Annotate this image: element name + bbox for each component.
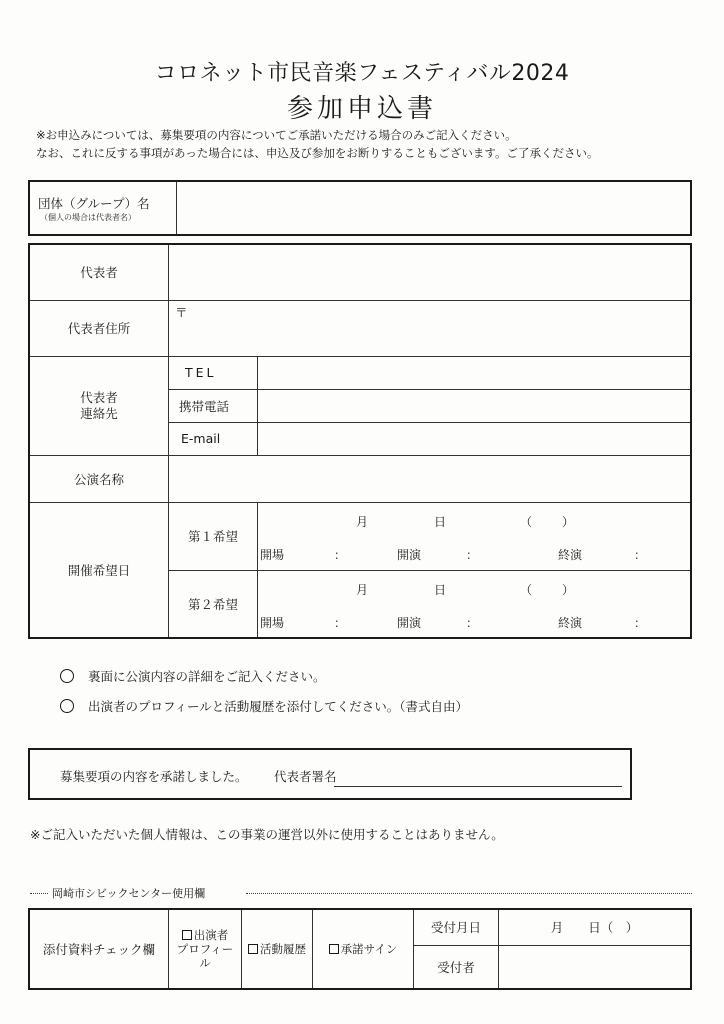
- mobile-field[interactable]: [258, 389, 692, 422]
- receiver-field[interactable]: [499, 945, 692, 989]
- note-line-1: ※お申込みについては、募集要項の内容についてご承諾いただける場合のみご記入ください。: [36, 128, 517, 142]
- group-name-label-cell: [29, 181, 177, 235]
- tel-field[interactable]: [258, 356, 692, 389]
- office-use-table: [28, 908, 692, 990]
- history-check[interactable]: [242, 909, 313, 989]
- circle-bullet-icon: [60, 699, 74, 713]
- bullet-item-1: [60, 667, 326, 685]
- sign-label: 代表者署名: [274, 769, 337, 784]
- representative-field[interactable]: [169, 244, 692, 300]
- profile-check-label: 出演者 プロフィー ル: [176, 928, 234, 970]
- bullet-text-2: 出演者のプロフィールと活動履歴を添付してください。（書式自由）: [88, 699, 469, 714]
- email-field[interactable]: [258, 422, 692, 455]
- choice1-month: 月: [356, 515, 369, 529]
- checkbox-icon: [329, 944, 339, 954]
- choice2-label: 第２希望: [169, 570, 258, 638]
- history-check-label: 活動履歴: [260, 942, 306, 956]
- choice2-open: 開場: [260, 615, 285, 630]
- receiver-label: 受付者: [414, 945, 499, 989]
- group-name-label: 団体（グループ）名: [38, 195, 150, 211]
- date-label: 開催希望日: [29, 502, 169, 638]
- note-line-2: なお、これに反する事項があった場合には、申込及び参加をお断りすることもございます。ご了承ください。: [36, 146, 599, 160]
- checkbox-icon: [182, 930, 192, 940]
- group-name-sublabel: （個人の場合は代表者名）: [40, 212, 136, 222]
- consent-box: [28, 748, 632, 800]
- representative-label: 代表者: [29, 244, 169, 300]
- divider-left: [30, 893, 48, 894]
- consent-text: 募集要項の内容を承諾しました。: [60, 769, 248, 784]
- performance-name-label: 公演名称: [29, 455, 169, 502]
- address-label: 代表者住所: [29, 300, 169, 356]
- performance-name-field[interactable]: [169, 455, 692, 502]
- choice1-end: 終演: [558, 548, 583, 562]
- bullet-text-1: 裏面に公演内容の詳細をご記入ください。: [88, 669, 326, 684]
- privacy-note: ※ご記入いただいた個人情報は、この事業の運営以外に使用することはありません。: [30, 827, 504, 842]
- choice1-day: 日: [434, 515, 447, 529]
- choice2-start-colon: ：: [466, 615, 479, 630]
- postal-mark: 〒: [175, 304, 188, 320]
- choice1-open-colon: ：: [334, 548, 347, 562]
- choice1-start-colon: ：: [466, 548, 479, 562]
- choice1-end-colon: ：: [634, 548, 647, 562]
- choice2-end: 終演: [558, 615, 583, 630]
- bullet-item-2: [60, 697, 468, 715]
- choice2-field[interactable]: [258, 570, 692, 638]
- choice1-label: 第１希望: [169, 502, 258, 570]
- received-date-label: 受付月日: [414, 909, 499, 945]
- choice2-paren-open: （: [520, 582, 533, 597]
- choice1-paren-open: （: [520, 515, 533, 529]
- email-label: E-mail: [169, 422, 258, 455]
- divider-right: [246, 893, 692, 894]
- group-name-table: [28, 180, 692, 236]
- choice2-start: 開演: [397, 615, 422, 630]
- contact-label: 代表者 連絡先: [29, 356, 169, 455]
- document-title: コロネット市民音楽フェスティバル2024: [154, 61, 570, 86]
- choice1-paren-close: ）: [562, 515, 575, 529]
- received-date-field[interactable]: 月 日（ ）: [499, 909, 692, 945]
- choice2-end-colon: ：: [634, 615, 647, 630]
- office-use-header: 岡崎市シビックセンター使用欄: [52, 887, 206, 900]
- choice2-day: 日: [434, 582, 447, 597]
- choice1-field[interactable]: [258, 502, 692, 570]
- sign-check-label: 承諾サイン: [340, 942, 398, 956]
- group-name-field[interactable]: [177, 181, 692, 235]
- circle-bullet-icon: [60, 669, 74, 683]
- profile-check[interactable]: [169, 909, 242, 989]
- attachment-check-label: 添付資料チェック欄: [29, 909, 169, 989]
- choice2-open-colon: ：: [334, 615, 347, 630]
- choice1-start: 開演: [397, 548, 422, 562]
- signature-line[interactable]: [334, 786, 622, 787]
- choice2-month: 月: [356, 582, 369, 597]
- choice1-open: 開場: [260, 548, 285, 562]
- tel-label: TEL: [169, 356, 258, 389]
- choice2-paren-close: ）: [562, 582, 575, 597]
- sign-check[interactable]: [313, 909, 414, 989]
- form-title: 参加申込書: [286, 94, 437, 124]
- address-field[interactable]: [169, 300, 692, 356]
- application-form-table: [28, 243, 692, 639]
- checkbox-icon: [248, 944, 258, 954]
- mobile-label: 携帯電話: [169, 389, 258, 422]
